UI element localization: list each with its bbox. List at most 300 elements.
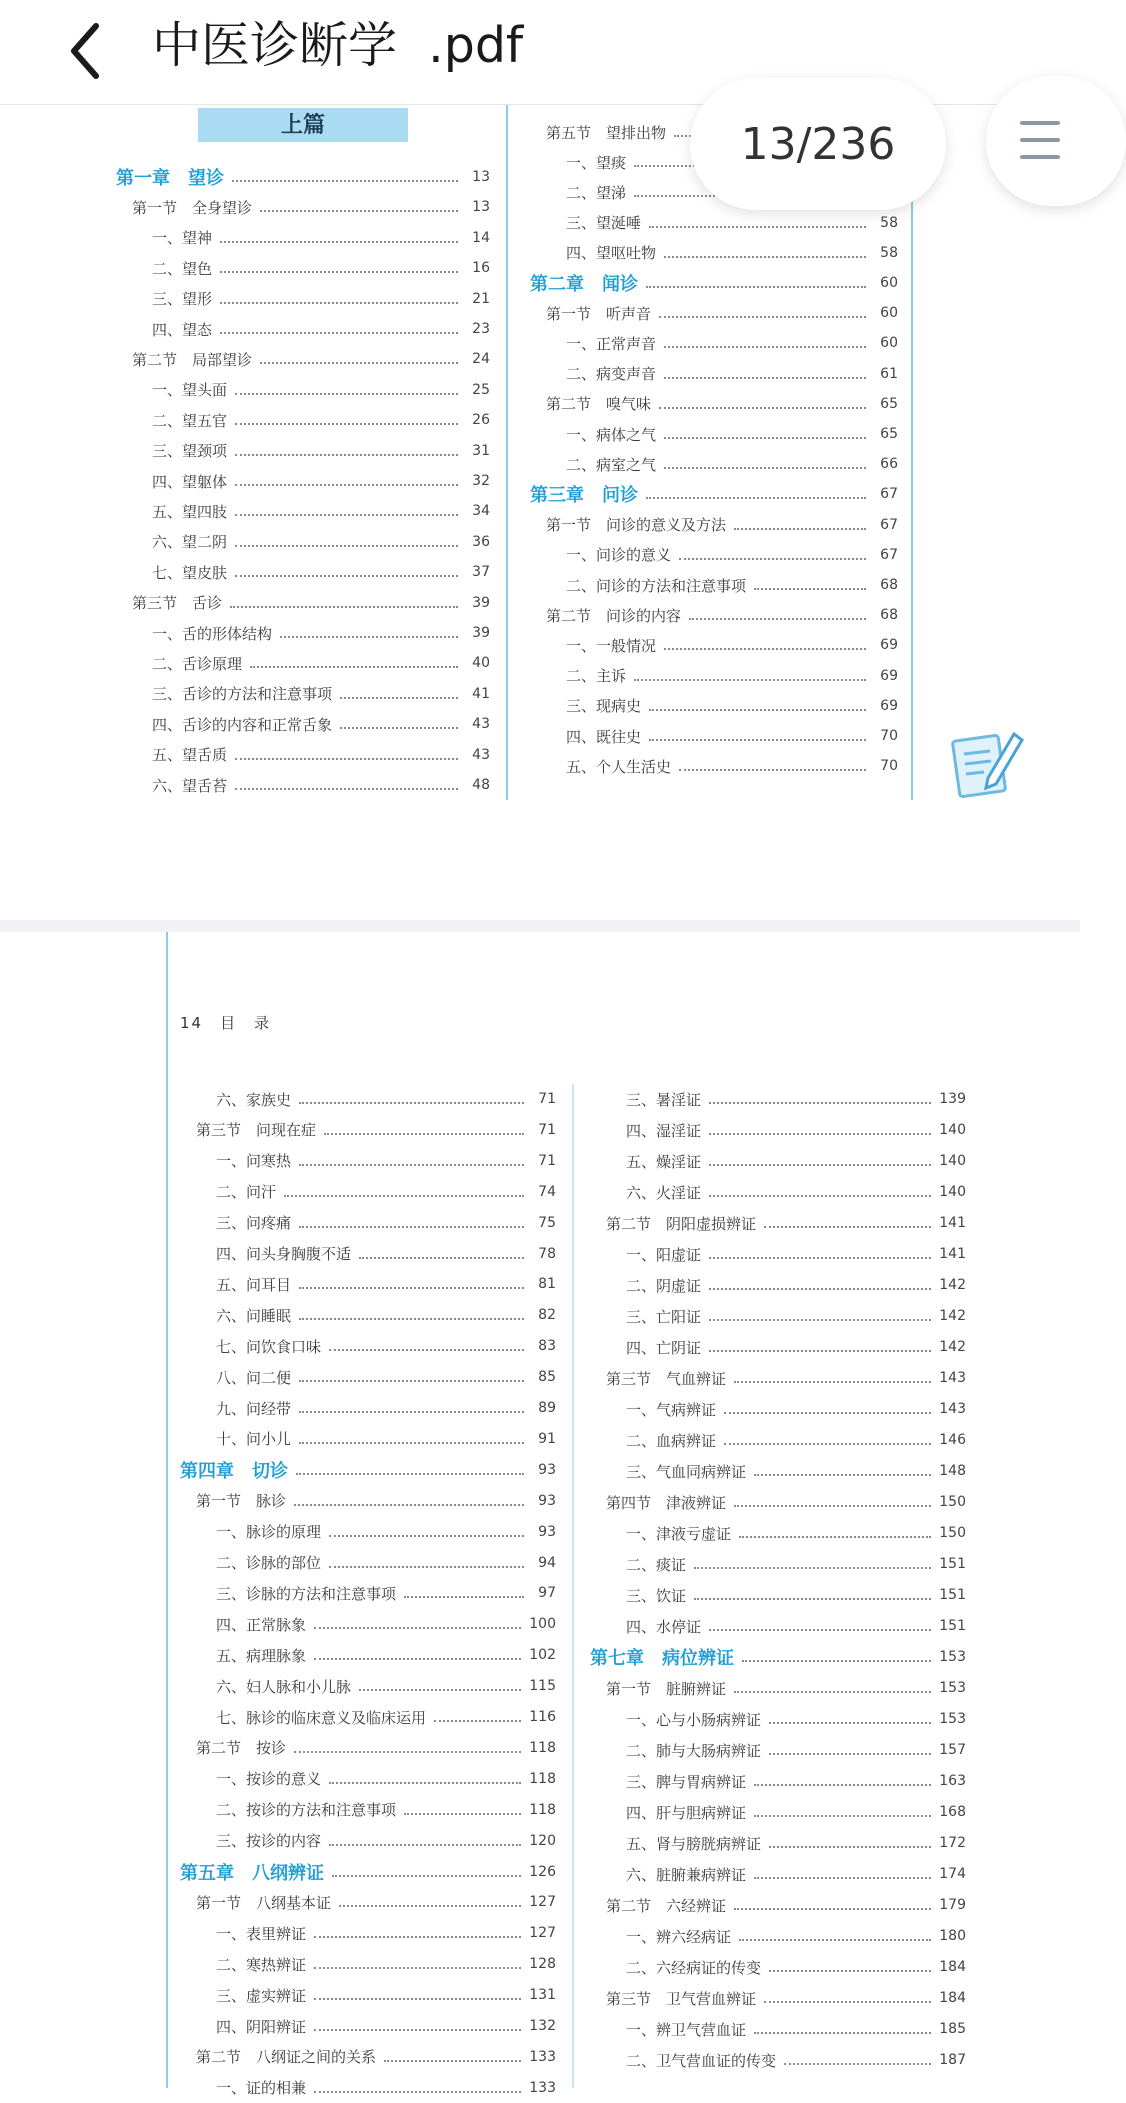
toc-entry[interactable] <box>590 1487 966 1517</box>
toc-entry-page: 141 <box>939 1246 966 1262</box>
toc-entry-label: 一、气病辨证 <box>626 1400 717 1419</box>
dot-leader <box>235 484 458 486</box>
toc-entry-label: 三、望颈项 <box>152 442 228 461</box>
toc-entry[interactable] <box>180 1177 556 1207</box>
toc-entry[interactable] <box>590 1549 966 1579</box>
toc-entry[interactable] <box>180 1795 556 1825</box>
dot-leader <box>649 739 866 741</box>
dot-leader <box>329 1349 524 1351</box>
dot-leader <box>634 679 866 681</box>
page-margin-line <box>166 932 168 2088</box>
toc-entry[interactable] <box>116 527 490 557</box>
toc-entry-page: 127 <box>529 1925 556 1942</box>
toc-entry-page: 115 <box>529 1678 556 1695</box>
toc-entry[interactable] <box>180 1733 556 1763</box>
toc-entry-page: 14 <box>472 229 490 246</box>
toc-entry-page: 118 <box>529 1801 556 1818</box>
toc-entry[interactable] <box>590 1797 966 1827</box>
toc-entry[interactable] <box>180 2042 556 2072</box>
dot-leader <box>329 1844 521 1846</box>
toc-entry[interactable] <box>590 1270 966 1300</box>
dot-leader <box>235 423 458 425</box>
toc-entry[interactable] <box>530 600 898 630</box>
toc-entry-label: 一、心与小肠病辨证 <box>626 1710 762 1729</box>
toc-entry[interactable] <box>590 1301 966 1331</box>
toc-entry-page: 116 <box>529 1709 556 1725</box>
dot-leader <box>754 1784 931 1786</box>
dot-leader <box>235 454 458 456</box>
toc-entry[interactable] <box>180 1424 556 1454</box>
dot-leader <box>734 1691 931 1693</box>
toc-entry[interactable] <box>116 375 490 405</box>
dot-leader <box>235 514 458 516</box>
dot-leader <box>314 1627 521 1629</box>
toc-entry-page: 168 <box>939 1804 966 1820</box>
dot-leader <box>339 1905 521 1907</box>
toc-entry-page: 146 <box>939 1432 966 1448</box>
toc-entry-label: 四、阴阳辨证 <box>216 2017 307 2036</box>
toc-entry[interactable] <box>180 1671 556 1701</box>
toc-entry[interactable] <box>590 1146 966 1176</box>
toc-entry[interactable] <box>590 1704 966 1734</box>
dot-leader <box>299 1164 524 1166</box>
dot-leader <box>314 1658 521 1660</box>
toc-entry[interactable] <box>116 162 490 192</box>
toc-entry[interactable] <box>116 679 490 709</box>
toc-entry-page: 60 <box>880 275 898 291</box>
toc-entry-page: 180 <box>939 1928 966 1944</box>
toc-entry-page: 31 <box>472 442 490 459</box>
toc-entry[interactable] <box>530 570 898 600</box>
toc-entry[interactable] <box>180 1918 556 1948</box>
toc-entry[interactable] <box>180 1269 556 1299</box>
toc-entry[interactable] <box>590 1983 966 2013</box>
toc-entry[interactable] <box>590 1735 966 1765</box>
toc-entry[interactable] <box>590 1580 966 1610</box>
toc-entry-page: 142 <box>939 1339 966 1355</box>
dot-leader <box>754 1474 931 1476</box>
toc-entry[interactable] <box>590 2014 966 2044</box>
dot-leader <box>664 467 866 469</box>
toc-entry-label: 二、主诉 <box>566 667 627 686</box>
toc-entry-label: 三、亡阳证 <box>626 1307 702 1326</box>
toc-entry-page: 140 <box>939 1153 966 1169</box>
toc-entry-label: 七、望皮肤 <box>152 563 228 582</box>
toc-entry-label: 一、病体之气 <box>566 425 657 444</box>
dot-leader <box>260 362 458 364</box>
dot-leader <box>299 1318 524 1320</box>
toc-entry[interactable] <box>116 557 490 587</box>
toc-entry[interactable] <box>590 1456 966 1486</box>
toc-entry[interactable] <box>180 1887 556 1917</box>
toc-entry[interactable] <box>180 1702 556 1732</box>
toc-entry-label: 第二节 阴阳虚损辨证 <box>606 1214 757 1233</box>
dot-leader <box>235 758 458 760</box>
toc-entry[interactable] <box>530 238 898 268</box>
toc-entry[interactable] <box>180 1331 556 1361</box>
toc-entry-page: 69 <box>880 637 898 654</box>
toc-entry[interactable] <box>530 540 898 570</box>
dot-leader <box>764 2001 931 2003</box>
toc-entry-page: 60 <box>880 305 898 322</box>
dot-leader <box>659 316 866 318</box>
back-icon[interactable] <box>62 12 122 90</box>
toc-entry[interactable] <box>590 1921 966 1951</box>
toc-entry[interactable] <box>590 1611 966 1641</box>
toc-entry-page: 131 <box>529 1987 556 2004</box>
dot-leader <box>314 1936 521 1938</box>
toc-entry-label: 五、问耳目 <box>216 1275 292 1294</box>
toc-entry-label: 第三章 问诊 <box>530 485 638 507</box>
toc-entry-label: 四、舌诊的内容和正常舌象 <box>152 715 333 734</box>
toc-entry-label: 三、暑淫证 <box>626 1090 702 1109</box>
toc-entry[interactable] <box>530 479 898 509</box>
toc-entry[interactable] <box>590 1425 966 1455</box>
toc-entry-page: 142 <box>939 1308 966 1324</box>
toc-entry-page: 127 <box>529 1894 556 1911</box>
column-divider <box>911 104 913 800</box>
dot-leader <box>235 575 458 577</box>
toc-entry-label: 六、妇人脉和小儿脉 <box>216 1677 352 1696</box>
dot-leader <box>709 1133 931 1135</box>
toc-entry-label: 四、湿淫证 <box>626 1121 702 1140</box>
document-title: 中医诊断学 .pdf <box>152 17 524 74</box>
toc-entry-label: 三、气血同病辨证 <box>626 1462 747 1481</box>
dot-leader <box>220 332 458 334</box>
toc-entry[interactable] <box>180 1578 556 1608</box>
toc-entry[interactable] <box>180 1486 556 1516</box>
toc-entry-label: 第四节 津液辨证 <box>606 1493 727 1512</box>
dot-leader <box>299 1287 524 1289</box>
toc-entry-page: 13 <box>472 199 490 216</box>
toc-entry[interactable] <box>590 1642 966 1672</box>
toc-entry[interactable] <box>116 466 490 496</box>
toc-entry-label: 第三节 卫气营血辨证 <box>606 1989 757 2008</box>
toc-entry-label: 一、望痰 <box>566 153 627 172</box>
toc-entry[interactable] <box>180 1239 556 1269</box>
toc-entry-label: 二、痰证 <box>626 1555 687 1574</box>
toc-entry-label: 第五章 八纲辨证 <box>180 1862 324 1884</box>
toc-entry-label: 六、火淫证 <box>626 1183 702 1202</box>
dot-leader <box>664 346 866 348</box>
dot-leader <box>324 1133 524 1135</box>
toc-entry[interactable] <box>530 359 898 389</box>
dot-leader <box>709 1195 931 1197</box>
toc-entry-label: 二、卫气营血证的传变 <box>626 2051 777 2070</box>
toc-entry-label: 二、望涕 <box>566 183 627 202</box>
toc-entry[interactable] <box>590 1394 966 1424</box>
toc-entry[interactable] <box>530 389 898 419</box>
dot-leader <box>332 1875 521 1877</box>
toc-entry[interactable] <box>530 298 898 328</box>
toc-entry-label: 一、望头面 <box>152 381 228 400</box>
toc-entry-page: 82 <box>538 1307 556 1324</box>
toc-entry[interactable] <box>180 1393 556 1423</box>
dot-leader <box>742 1660 931 1662</box>
dot-leader <box>649 226 866 228</box>
dot-leader <box>734 1908 931 1910</box>
toc-entry[interactable] <box>590 1859 966 1889</box>
toc-entry[interactable] <box>530 691 898 721</box>
page-gap <box>0 804 1080 932</box>
dot-leader <box>709 1257 931 1259</box>
toc-entry-label: 三、望涎唾 <box>566 214 642 233</box>
toc-entry-page: 34 <box>472 503 490 520</box>
toc-entry[interactable] <box>530 449 898 479</box>
toc-entry[interactable] <box>530 510 898 540</box>
toc-entry-label: 三、饮证 <box>626 1586 687 1605</box>
toc-entry-label: 八、问二便 <box>216 1368 292 1387</box>
dot-leader <box>659 407 866 409</box>
toc-entry-page: 151 <box>939 1556 966 1572</box>
toc-entry-page: 141 <box>939 1215 966 1231</box>
toc-entry-label: 二、舌诊原理 <box>152 654 243 673</box>
toc-entry[interactable] <box>116 192 490 222</box>
toc-entry-label: 第二节 局部望诊 <box>132 350 253 369</box>
toc-entry-page: 66 <box>880 456 898 473</box>
toc-entry-page: 24 <box>472 351 490 368</box>
toc-entry[interactable] <box>116 648 490 678</box>
toc-entry-page: 91 <box>538 1430 556 1447</box>
toc-entry-page: 70 <box>880 728 898 744</box>
toc-entry[interactable] <box>116 496 490 526</box>
pdf-page-14[interactable] <box>0 932 1080 2098</box>
toc-entry-page: 71 <box>538 1091 556 1107</box>
toc-entry[interactable] <box>180 2073 556 2103</box>
toc-entry[interactable] <box>590 1332 966 1362</box>
toc-entry-page: 93 <box>538 1492 556 1509</box>
toc-entry-page: 151 <box>939 1587 966 1603</box>
dot-leader <box>384 2060 521 2062</box>
toc-entry-page: 40 <box>472 655 490 672</box>
dot-leader <box>646 497 866 499</box>
dot-leader <box>664 437 866 439</box>
toc-entry-label: 一、望神 <box>152 229 213 248</box>
dot-leader <box>689 618 866 620</box>
toc-entry-label: 一、问诊的意义 <box>566 546 672 565</box>
toc-entry-page: 67 <box>880 486 898 503</box>
toc-entry-label: 二、望五官 <box>152 411 228 430</box>
toc-entry-page: 68 <box>880 577 898 593</box>
toc-entry-label: 三、诊脉的方法和注意事项 <box>216 1584 397 1603</box>
toc-entry-page: 71 <box>538 1121 556 1138</box>
toc-entry[interactable] <box>180 1857 556 1887</box>
toc-entry-label: 一、辨卫气营血证 <box>626 2020 747 2039</box>
toc-entry[interactable] <box>180 1084 556 1114</box>
toc-entry-label: 三、舌诊的方法和注意事项 <box>152 685 333 704</box>
toc-entry[interactable] <box>530 419 898 449</box>
toc-entry-label: 五、肾与膀胱病辨证 <box>626 1834 762 1853</box>
toc-entry-page: 142 <box>939 1277 966 1293</box>
section-tag: 上篇 <box>198 108 408 142</box>
toc-entry-page: 74 <box>538 1183 556 1200</box>
toc-entry-label: 一、表里辨证 <box>216 1924 307 1943</box>
toc-entry-page: 83 <box>538 1338 556 1355</box>
toc-entry-page: 126 <box>529 1863 556 1880</box>
column-divider <box>572 1084 574 2088</box>
toc-entry-page: 78 <box>538 1245 556 1262</box>
toc-entry[interactable] <box>116 740 490 770</box>
toc-entry[interactable] <box>590 1952 966 1982</box>
toc-entry[interactable] <box>116 709 490 739</box>
dot-leader <box>235 788 458 790</box>
toc-entry-label: 二、寒热辨证 <box>216 1955 307 1974</box>
toc-entry[interactable] <box>116 223 490 253</box>
toc-entry[interactable] <box>116 436 490 466</box>
toc-entry[interactable] <box>180 1362 556 1392</box>
toc-entry-page: 153 <box>939 1649 966 1665</box>
toc-entry[interactable] <box>180 2011 556 2041</box>
toc-entry[interactable] <box>116 588 490 618</box>
toc-entry[interactable] <box>180 1980 556 2010</box>
toc-entry[interactable] <box>180 1300 556 1330</box>
toc-entry[interactable] <box>180 1208 556 1238</box>
toc-entry-page: 23 <box>472 321 490 337</box>
toc-entry-page: 132 <box>529 2018 556 2034</box>
toc-entry-page: 61 <box>880 365 898 382</box>
toc-entry-page: 128 <box>529 1956 556 1973</box>
toc-entry[interactable] <box>590 1115 966 1145</box>
dot-leader <box>294 1751 521 1753</box>
toc-entry-page: 85 <box>538 1369 556 1386</box>
toc-entry[interactable] <box>180 1949 556 1979</box>
toc-entry-page: 58 <box>880 214 898 231</box>
toc-entry-label: 第一节 全身望诊 <box>132 198 253 217</box>
toc-entry-page: 163 <box>939 1773 966 1789</box>
dot-leader <box>754 588 866 590</box>
toc-entry[interactable] <box>530 630 898 660</box>
toc-entry[interactable] <box>590 1518 966 1548</box>
toc-entry[interactable] <box>530 268 898 298</box>
dot-leader <box>709 1350 931 1352</box>
dot-leader <box>329 1566 524 1568</box>
toc-entry[interactable] <box>590 1890 966 1920</box>
toc-entry[interactable] <box>590 1673 966 1703</box>
toc-entry[interactable] <box>590 1208 966 1238</box>
toc-entry-label: 四、既往史 <box>566 727 642 746</box>
dot-leader <box>329 1782 521 1784</box>
toc-entry[interactable] <box>590 1363 966 1393</box>
toc-entry-page: 39 <box>472 625 490 641</box>
toc-entry[interactable] <box>590 1828 966 1858</box>
toc-entry[interactable] <box>180 1455 556 1485</box>
toc-entry-label: 第一节 八纲基本证 <box>196 1893 332 1912</box>
toc-entry-label: 五、望四肢 <box>152 502 228 521</box>
toc-entry-label: 二、诊脉的部位 <box>216 1554 322 1572</box>
toc-entry-page: 75 <box>538 1214 556 1231</box>
toc-entry-page: 68 <box>880 607 898 624</box>
page-indicator[interactable]: 13/236 <box>690 78 946 210</box>
toc-entry-page: 140 <box>939 1122 966 1138</box>
dot-leader <box>724 1412 931 1414</box>
toc-entry[interactable] <box>180 1548 556 1578</box>
toc-entry-label: 三、脾与胃病辨证 <box>626 1772 747 1791</box>
toc-entry-label: 四、望呕吐物 <box>566 244 657 263</box>
dot-leader <box>314 1998 521 2000</box>
toc-entry-label: 一、辨六经病证 <box>626 1927 732 1946</box>
toc-entry[interactable] <box>180 1517 556 1547</box>
toc-entry-label: 第五节 望排出物 <box>546 123 667 142</box>
toc-entry-page: 32 <box>472 473 490 489</box>
dot-leader <box>232 180 458 182</box>
toc-entry-page: 100 <box>529 1616 556 1633</box>
toc-entry[interactable] <box>180 1146 556 1176</box>
note-edit-icon[interactable] <box>950 724 1024 800</box>
dot-leader <box>724 1443 931 1445</box>
toc-entry[interactable] <box>180 1115 556 1145</box>
toc-entry-label: 第三节 气血辨证 <box>606 1369 727 1388</box>
toc-entry[interactable] <box>530 661 898 691</box>
toc-entry-label: 一、正常声音 <box>566 334 657 353</box>
toc-entry-label: 第三节 问现在症 <box>196 1121 317 1140</box>
dot-leader <box>299 1380 524 1382</box>
toc-entry-label: 第二章 闻诊 <box>530 274 638 295</box>
dot-leader <box>235 545 458 547</box>
toc-entry[interactable] <box>180 1764 556 1794</box>
toc-entry-label: 一、证的相兼 <box>216 2079 307 2098</box>
toc-entry[interactable] <box>180 1826 556 1856</box>
toc-entry-label: 第三节 舌诊 <box>132 594 223 613</box>
dot-leader <box>734 1381 931 1383</box>
toc-entry-page: 69 <box>880 697 898 714</box>
toc-entry[interactable] <box>180 1640 556 1670</box>
toc-entry[interactable] <box>180 1609 556 1639</box>
toc-entry-label: 第一节 听声音 <box>546 304 652 323</box>
toc-entry-page: 148 <box>939 1463 966 1479</box>
toc-entry-page: 71 <box>538 1152 556 1169</box>
menu-icon[interactable] <box>986 76 1126 206</box>
dot-leader <box>769 1722 931 1724</box>
toc-entry-page: 41 <box>472 685 490 702</box>
toc-entry[interactable] <box>116 405 490 435</box>
toc-entry-label: 四、亡阴证 <box>626 1338 702 1357</box>
toc-entry[interactable] <box>530 328 898 358</box>
toc-entry[interactable] <box>116 253 490 283</box>
toc-entry[interactable] <box>530 721 898 751</box>
toc-entry[interactable] <box>590 1177 966 1207</box>
pdf-page-13[interactable] <box>0 104 1080 804</box>
toc-entry-label: 四、正常脉象 <box>216 1615 307 1634</box>
dot-leader <box>664 256 866 258</box>
toc-entry-page: 118 <box>529 1739 556 1756</box>
toc-entry-page: 89 <box>538 1400 556 1416</box>
toc-entry[interactable] <box>116 770 490 800</box>
toc-entry-label: 五、燥淫证 <box>626 1152 702 1171</box>
toc-entry[interactable] <box>590 1766 966 1796</box>
toc-entry-label: 四、水停证 <box>626 1617 702 1636</box>
toc-entry-label: 三、虚实辨证 <box>216 1986 307 2005</box>
toc-entry[interactable] <box>530 208 898 238</box>
toc-entry-page: 118 <box>529 1770 556 1787</box>
toc-entry-page: 36 <box>472 533 490 550</box>
toc-entry[interactable] <box>116 618 490 648</box>
toc-entry-page: 60 <box>880 335 898 352</box>
toc-entry[interactable] <box>116 284 490 314</box>
toc-entry[interactable] <box>590 1084 966 1114</box>
toc-entry[interactable] <box>116 344 490 374</box>
toc-entry[interactable] <box>590 1239 966 1269</box>
toc-entry-label: 三、问疼痛 <box>216 1214 292 1233</box>
toc-entry[interactable] <box>116 314 490 344</box>
dot-leader <box>734 528 866 530</box>
toc-entry-page: 48 <box>472 777 490 793</box>
toc-entry[interactable] <box>530 751 898 781</box>
dot-leader <box>709 1629 931 1631</box>
toc-entry-page: 65 <box>880 426 898 442</box>
toc-entry-label: 六、望二阴 <box>152 533 228 552</box>
toc-entry[interactable] <box>590 2045 966 2075</box>
toc-entry-label: 第一节 脏腑辨证 <box>606 1679 727 1698</box>
